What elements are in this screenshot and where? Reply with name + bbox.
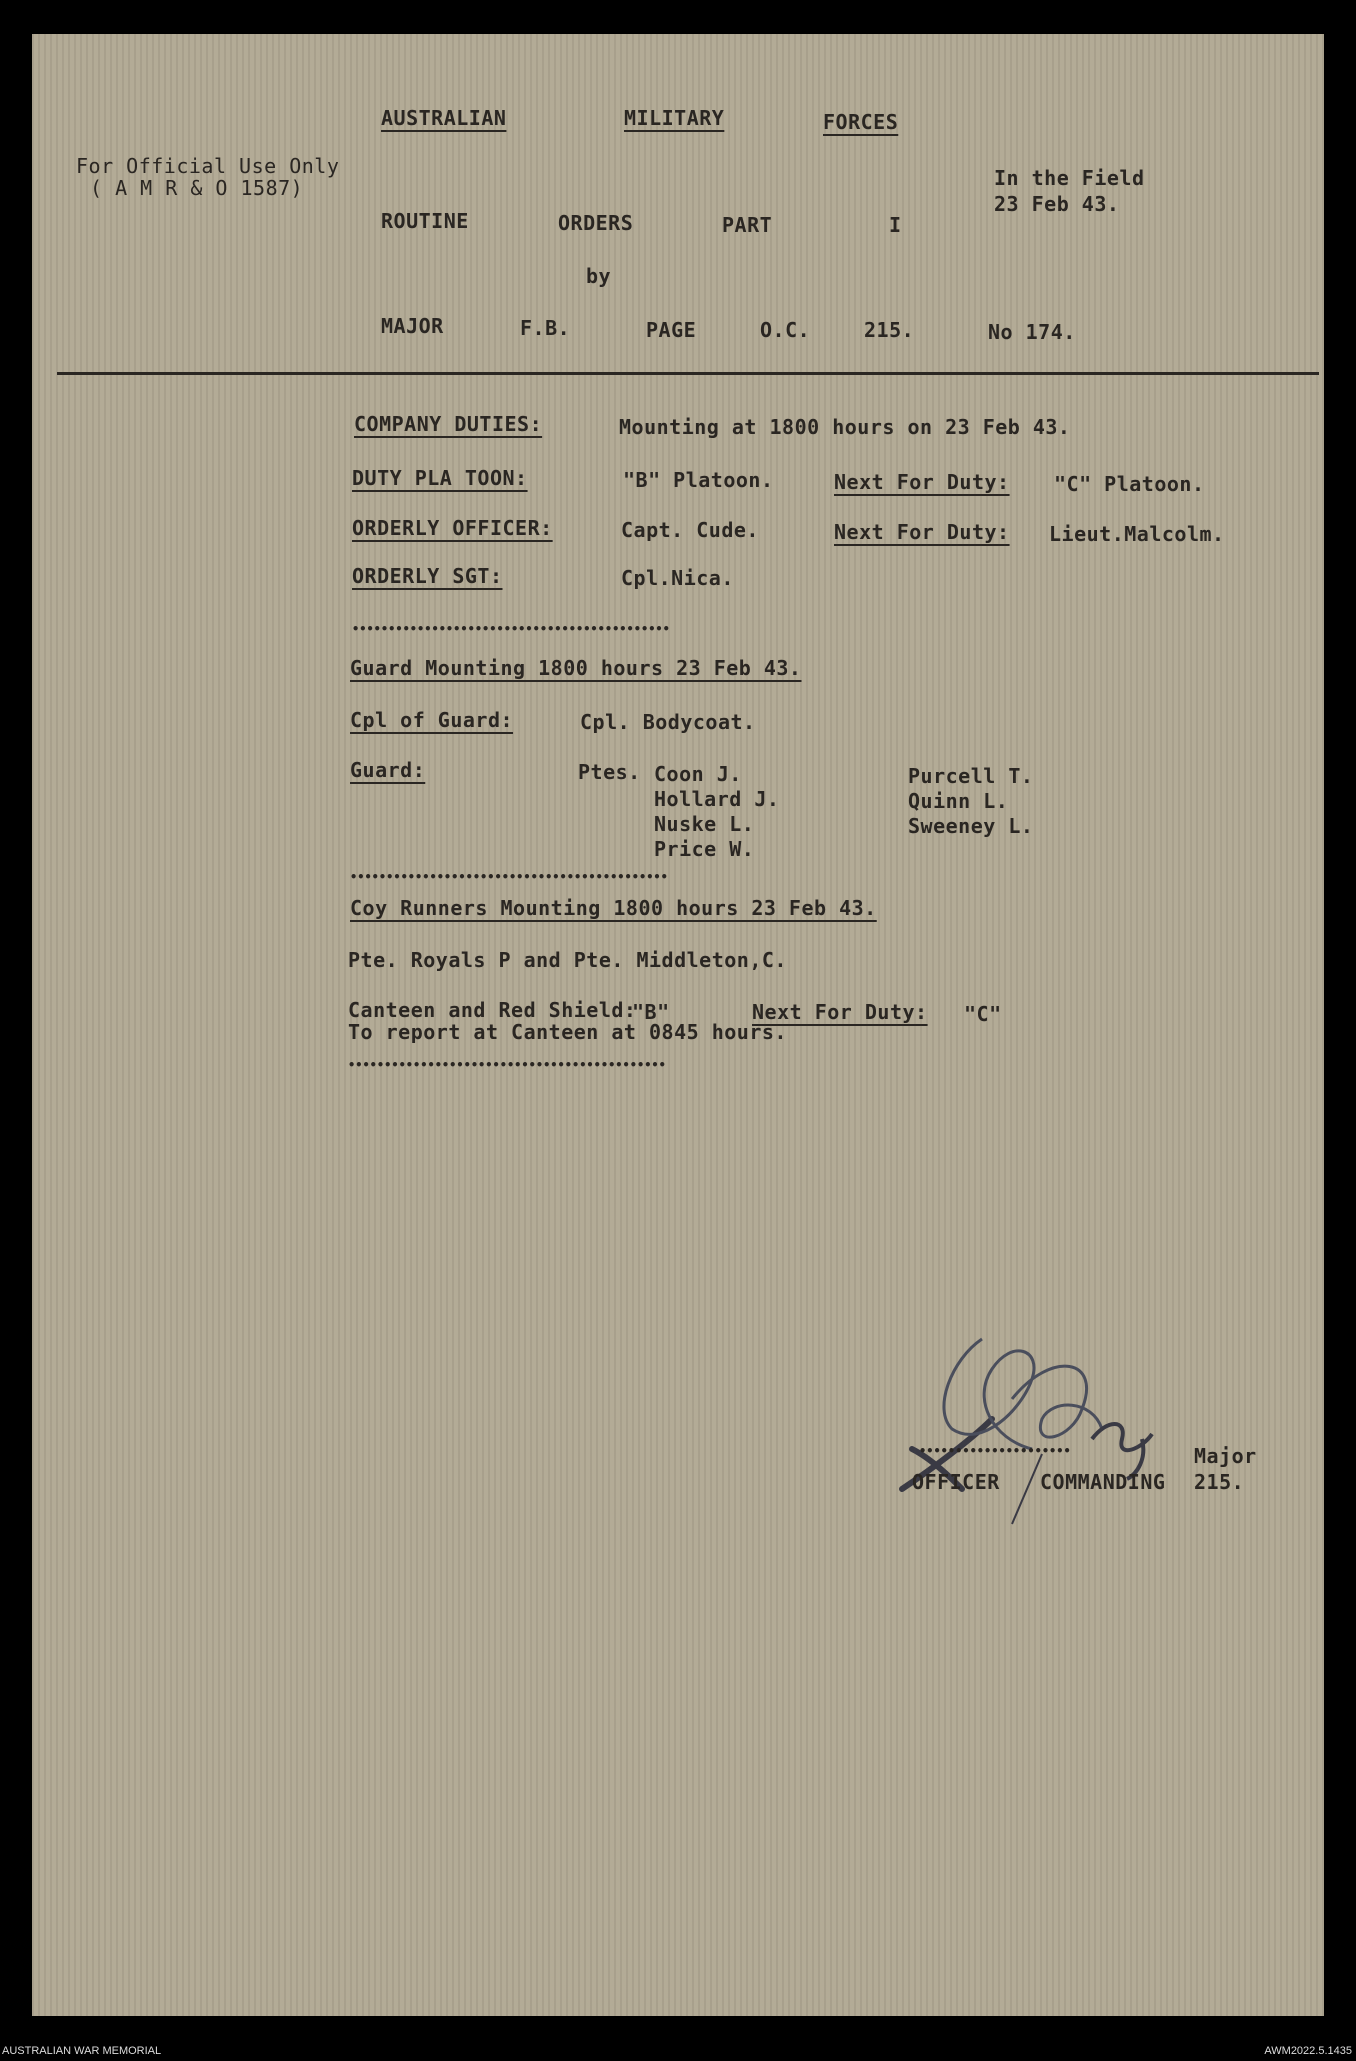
signature-dots: ••••••••••••••••••••• — [919, 1444, 1071, 1458]
orders-word-2: ORDERS — [558, 211, 634, 235]
company-duties-value: Mounting at 1800 hours on 23 Feb 43. — [619, 415, 1071, 439]
duty-platoon-value: "B" Platoon. — [623, 468, 774, 492]
footer-accession: AWM2022.5.1435 — [1264, 2045, 1352, 2057]
order-number: No 174. — [988, 320, 1076, 344]
orders-word-1: ROUTINE — [381, 209, 469, 233]
cpl-of-guard-value: Cpl. Bodycoat. — [580, 710, 756, 734]
location: In the Field — [994, 166, 1145, 190]
official-use-label: For Official Use Only — [76, 154, 340, 178]
orders-word-4: I — [889, 213, 902, 237]
canteen-report: To report at Canteen at 0845 hours. — [348, 1020, 787, 1044]
next-for-duty-value-2: Lieut.Malcolm. — [1049, 522, 1225, 546]
signature-role-1: OFFICER — [912, 1470, 1000, 1494]
orders-word-3: PART — [722, 213, 773, 237]
guard-name-7: Sweeney L. — [908, 814, 1034, 838]
title-word-2: MILITARY — [624, 106, 725, 130]
canteen-value: "B" — [632, 1000, 670, 1024]
commander-word-1: MAJOR — [381, 314, 444, 338]
canteen-next-label: Next For Duty: — [752, 1000, 928, 1024]
guard-name-2: Hollard J. — [654, 787, 780, 811]
canteen-label: Canteen and Red Shield: — [348, 998, 637, 1022]
commander-word-4: O.C. — [760, 318, 811, 342]
next-for-duty-label-2: Next For Duty: — [834, 520, 1010, 544]
title-word-3: FORCES — [823, 110, 899, 134]
date: 23 Feb 43. — [994, 192, 1120, 216]
official-ref: ( A M R & O 1587) — [90, 176, 304, 200]
next-for-duty-label-1: Next For Duty: — [834, 470, 1010, 494]
handwritten-signature — [892, 1299, 1212, 1529]
separator-1: •••••••••••••••••••••••••••••••••••••••••••• — [352, 622, 670, 636]
header-rule — [57, 372, 1319, 375]
duty-platoon-label: DUTY PLA TOON: — [352, 466, 528, 490]
company-duties-label: COMPANY DUTIES: — [354, 412, 543, 436]
cpl-of-guard-label: Cpl of Guard: — [350, 708, 514, 732]
commander-word-3: PAGE — [646, 318, 697, 342]
guard-name-1: Coon J. — [654, 762, 742, 786]
document-page — [32, 34, 1324, 2016]
orderly-sgt-label: ORDERLY SGT: — [352, 564, 503, 588]
signature-role-3: 215. — [1194, 1470, 1245, 1494]
footer-institution: AUSTRALIAN WAR MEMORIAL — [2, 2045, 162, 2057]
canteen-next-value: "C" — [964, 1002, 1002, 1026]
commander-word-5: 215. — [864, 318, 915, 342]
separator-2: •••••••••••••••••••••••••••••••••••••••••••• — [350, 870, 668, 884]
ptes-label: Ptes. — [578, 760, 641, 784]
runners-names: Pte. Royals P and Pte. Middleton,C. — [348, 948, 787, 972]
runners-heading: Coy Runners Mounting 1800 hours 23 Feb 43. — [350, 896, 877, 920]
guard-name-6: Quinn L. — [908, 789, 1009, 813]
signature-rank: Major — [1194, 1444, 1257, 1468]
separator-3: •••••••••••••••••••••••••••••••••••••••••••• — [348, 1058, 666, 1072]
by-label: by — [586, 264, 612, 288]
guard-name-5: Purcell T. — [908, 764, 1034, 788]
guard-heading: Guard Mounting 1800 hours 23 Feb 43. — [350, 656, 802, 680]
guard-name-3: Nuske L. — [654, 812, 755, 836]
orderly-sgt-value: Cpl.Nicа. — [621, 566, 734, 590]
orderly-officer-value: Capt. Cude. — [621, 518, 759, 542]
guard-name-4: Price W. — [654, 837, 755, 861]
title-word-1: AUSTRALIAN — [381, 106, 507, 130]
guard-label: Guard: — [350, 758, 426, 782]
next-for-duty-value-1: "C" Platoon. — [1054, 472, 1205, 496]
orderly-officer-label: ORDERLY OFFICER: — [352, 516, 553, 540]
commander-word-2: F.B. — [520, 316, 571, 340]
signature-role-2: COMMANDING — [1040, 1470, 1166, 1494]
